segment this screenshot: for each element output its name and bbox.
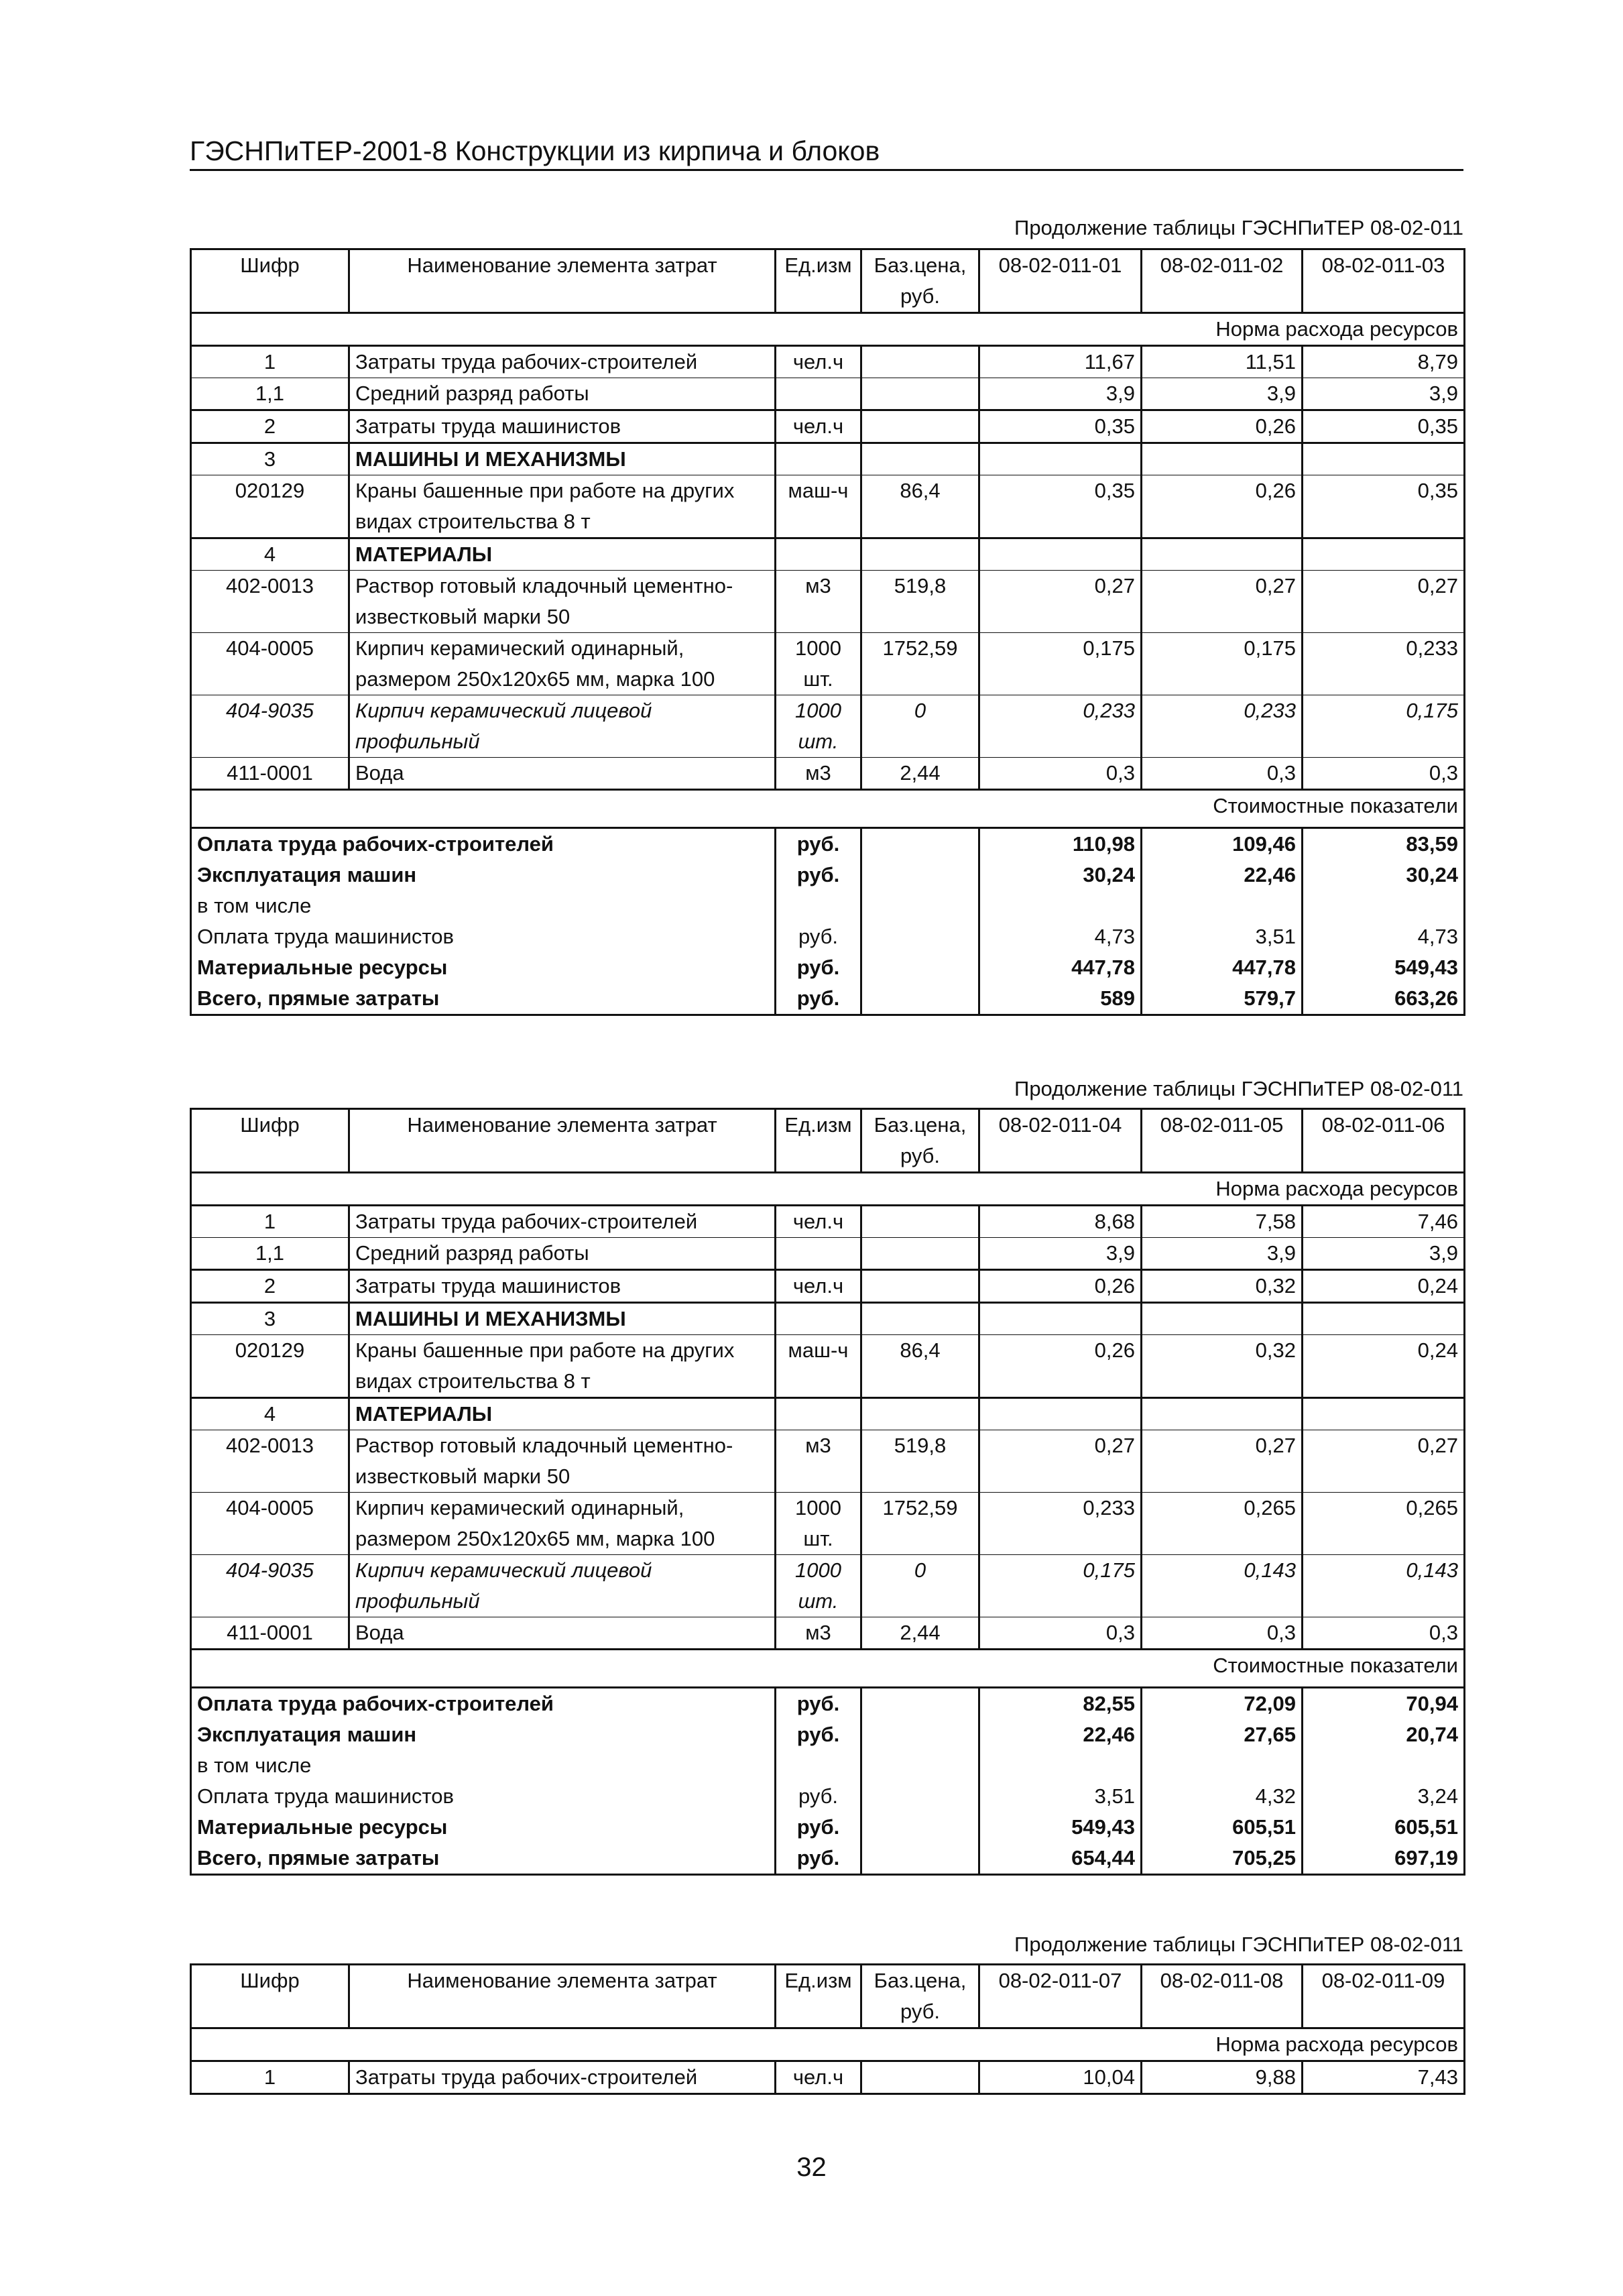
- col-header-code-2: 08-02-011-02: [1142, 249, 1303, 313]
- table-cell: 0,26: [1142, 410, 1303, 443]
- table-cell: чел.ч: [776, 2061, 861, 2094]
- table-cell: Кирпич керамический одинарный, размером 250х120х65 мм, марка 100: [349, 1493, 776, 1555]
- table-cell: [861, 1750, 979, 1781]
- table-cell: Оплата труда рабочих-строителей: [191, 1688, 776, 1720]
- table-cell: [191, 1681, 1465, 1688]
- table-row: [191, 1555, 1465, 1617]
- section-norm: Норма расхода ресурсов: [191, 313, 1465, 346]
- table-cell: 22,46: [979, 1719, 1142, 1750]
- table-row: [191, 1270, 1465, 1303]
- table-row: [191, 378, 1465, 410]
- table-cell: Эксплуатация машин: [191, 1719, 776, 1750]
- table-row: [191, 475, 1465, 538]
- table-cell: [979, 1398, 1142, 1430]
- table-cell: маш-ч: [776, 1335, 861, 1398]
- table-cell: 447,78: [1142, 952, 1303, 983]
- cost-row: [191, 891, 1465, 921]
- table-cell: 83,59: [1303, 828, 1465, 860]
- table-cell: Материальные ресурсы: [191, 952, 776, 983]
- table-cell: 2,44: [861, 758, 979, 790]
- table-cell: в том числе: [191, 891, 776, 921]
- spacer-row: [191, 1681, 1465, 1688]
- table-row: [191, 1430, 1465, 1493]
- table-cell: Затраты труда машинистов: [349, 410, 776, 443]
- table-cell: [1303, 1750, 1465, 1781]
- section-cost: Стоимостные показатели: [191, 1650, 1465, 1682]
- table-cell: [776, 378, 861, 410]
- table-row: [191, 443, 1465, 475]
- cost-row: [191, 828, 1465, 860]
- table-cell: 4: [191, 538, 349, 571]
- table-cell: [861, 2061, 979, 2094]
- table-cell: 11,67: [979, 346, 1142, 378]
- table-cell: 72,09: [1142, 1688, 1303, 1720]
- table-row: [191, 410, 1465, 443]
- col-header-code-2: 08-02-011-08: [1142, 1965, 1303, 2028]
- table-cell: [861, 828, 979, 860]
- table-cell: Всего, прямые затраты: [191, 983, 776, 1015]
- table-cell: 020129: [191, 475, 349, 538]
- table-cell: Оплата труда машинистов: [191, 921, 776, 952]
- section-norm-row: [191, 2028, 1465, 2061]
- table-cell: 411-0001: [191, 758, 349, 790]
- table-cell: МАТЕРИАЛЫ: [349, 538, 776, 571]
- table-cell: руб.: [776, 1719, 861, 1750]
- table-cell: [861, 891, 979, 921]
- col-header-shifr: Шифр: [191, 249, 349, 313]
- table-cell: м3: [776, 571, 861, 633]
- table-cell: Всего, прямые затраты: [191, 1843, 776, 1875]
- table-row: [191, 571, 1465, 633]
- section-norm: Норма расхода ресурсов: [191, 2028, 1465, 2061]
- cost-row: [191, 860, 1465, 891]
- section-norm: Норма расхода ресурсов: [191, 1173, 1465, 1206]
- col-header-name: Наименование элемента затрат: [349, 1109, 776, 1173]
- table-cell: 4: [191, 1398, 349, 1430]
- table-cell: 86,4: [861, 475, 979, 538]
- table-header-row: [191, 249, 1465, 313]
- table-row: [191, 1303, 1465, 1335]
- table-cell: [861, 1781, 979, 1812]
- table-cell: МАТЕРИАЛЫ: [349, 1398, 776, 1430]
- table-cell: [861, 921, 979, 952]
- table-cell: 0,233: [1303, 633, 1465, 695]
- table-cell: 404-0005: [191, 633, 349, 695]
- table-cell: 1: [191, 2061, 349, 2094]
- table-cell: [861, 1688, 979, 1720]
- table-cell: 589: [979, 983, 1142, 1015]
- table-cell: 0,175: [1142, 633, 1303, 695]
- section-cost-row: [191, 790, 1465, 822]
- table-cell: [776, 891, 861, 921]
- table-cell: руб.: [776, 860, 861, 891]
- table-cell: Оплата труда машинистов: [191, 1781, 776, 1812]
- table-cell: 549,43: [979, 1812, 1142, 1843]
- col-header-unit: Ед.изм: [776, 249, 861, 313]
- cost-row: [191, 1688, 1465, 1720]
- document-header: ГЭСНПиТЕР-2001-8 Конструкции из кирпича и блоков: [190, 134, 1463, 171]
- table-cell: Средний разряд работы: [349, 1238, 776, 1270]
- table-cell: [776, 443, 861, 475]
- table-cell: [861, 1238, 979, 1270]
- table-cell: 447,78: [979, 952, 1142, 983]
- table-cell: [1142, 1303, 1303, 1335]
- table-cell: 0,3: [979, 1617, 1142, 1650]
- table-cell: [861, 983, 979, 1015]
- table-cell: Затраты труда рабочих-строителей: [349, 346, 776, 378]
- table-cell: Вода: [349, 758, 776, 790]
- table-cell: руб.: [776, 921, 861, 952]
- table-cell: 0,233: [979, 695, 1142, 758]
- table-row: [191, 346, 1465, 378]
- table-cell: Эксплуатация машин: [191, 860, 776, 891]
- table-cell: [979, 1303, 1142, 1335]
- table-cell: 0,3: [1303, 1617, 1465, 1650]
- table-cell: 70,94: [1303, 1688, 1465, 1720]
- table-cell: [861, 1398, 979, 1430]
- table-row: [191, 1206, 1465, 1238]
- table-cell: 0,265: [1142, 1493, 1303, 1555]
- table-cell: МАШИНЫ И МЕХАНИЗМЫ: [349, 1303, 776, 1335]
- table-cell: [1303, 891, 1465, 921]
- table-row: [191, 1335, 1465, 1398]
- table-caption: Продолжение таблицы ГЭСНПиТЕР 08-02-011: [1014, 1077, 1463, 1100]
- col-header-shifr: Шифр: [191, 1109, 349, 1173]
- table-cell: [1142, 891, 1303, 921]
- table-cell: [776, 1398, 861, 1430]
- table-cell: 0,143: [1303, 1555, 1465, 1617]
- table-cell: 404-0005: [191, 1493, 349, 1555]
- table-cell: 0: [861, 695, 979, 758]
- table-cell: 3,51: [1142, 921, 1303, 952]
- table-cell: 1000 шт.: [776, 1493, 861, 1555]
- table-cell: Раствор готовый кладочный цементно- известковый марки 50: [349, 1430, 776, 1493]
- table-cell: чел.ч: [776, 1270, 861, 1303]
- table-cell: [1142, 1398, 1303, 1430]
- table-cell: МАШИНЫ И МЕХАНИЗМЫ: [349, 443, 776, 475]
- table-cell: 3,9: [1142, 1238, 1303, 1270]
- table-cell: руб.: [776, 1688, 861, 1720]
- table-cell: [861, 538, 979, 571]
- table-cell: 0,27: [979, 1430, 1142, 1493]
- table-cell: [1303, 1303, 1465, 1335]
- resource-table: [190, 248, 1465, 1016]
- table-cell: 1000 шт.: [776, 633, 861, 695]
- table-cell: 0,24: [1303, 1270, 1465, 1303]
- table-cell: 0,32: [1142, 1335, 1303, 1398]
- table-cell: [191, 821, 1465, 828]
- table-cell: 11,51: [1142, 346, 1303, 378]
- table-cell: Краны башенные при работе на других видах строительства 8 т: [349, 475, 776, 538]
- table-cell: [979, 443, 1142, 475]
- table-cell: [861, 378, 979, 410]
- table-cell: 2: [191, 1270, 349, 1303]
- table-cell: 579,7: [1142, 983, 1303, 1015]
- col-header-code-1: 08-02-011-01: [979, 249, 1142, 313]
- table-cell: 0,27: [979, 571, 1142, 633]
- cost-row: [191, 952, 1465, 983]
- table-cell: [979, 891, 1142, 921]
- table-cell: руб.: [776, 952, 861, 983]
- table-cell: 8,79: [1303, 346, 1465, 378]
- table-cell: Средний разряд работы: [349, 378, 776, 410]
- cost-row: [191, 921, 1465, 952]
- table-row: [191, 1238, 1465, 1270]
- col-header-code-1: 08-02-011-07: [979, 1965, 1142, 2028]
- table-cell: 20,74: [1303, 1719, 1465, 1750]
- table-cell: 0,26: [979, 1335, 1142, 1398]
- table-cell: 3,9: [1142, 378, 1303, 410]
- table-cell: 3,9: [1303, 378, 1465, 410]
- table-cell: 3,24: [1303, 1781, 1465, 1812]
- table-cell: 1752,59: [861, 633, 979, 695]
- table-cell: 519,8: [861, 1430, 979, 1493]
- table-cell: 1,1: [191, 1238, 349, 1270]
- table-cell: Материальные ресурсы: [191, 1812, 776, 1843]
- table-row: [191, 633, 1465, 695]
- table-cell: [861, 1719, 979, 1750]
- col-header-unit: Ед.изм: [776, 1965, 861, 2028]
- table-cell: [861, 860, 979, 891]
- cost-row: [191, 1812, 1465, 1843]
- table-cell: руб.: [776, 1781, 861, 1812]
- section-norm-row: [191, 1173, 1465, 1206]
- table-cell: Кирпич керамический одинарный, размером 250х120х65 мм, марка 100: [349, 633, 776, 695]
- col-header-code-1: 08-02-011-04: [979, 1109, 1142, 1173]
- table-cell: чел.ч: [776, 346, 861, 378]
- table-row: [191, 1398, 1465, 1430]
- table-caption: Продолжение таблицы ГЭСНПиТЕР 08-02-011: [1014, 1933, 1463, 1956]
- table-cell: руб.: [776, 1812, 861, 1843]
- col-header-code-3: 08-02-011-09: [1303, 1965, 1465, 2028]
- table-cell: 0,175: [1303, 695, 1465, 758]
- table-cell: 0,175: [979, 633, 1142, 695]
- table-cell: 30,24: [1303, 860, 1465, 891]
- table-cell: 0,32: [1142, 1270, 1303, 1303]
- page-number: 32: [796, 2152, 827, 2182]
- table-cell: [776, 1303, 861, 1335]
- table-cell: Кирпич керамический лицевой профильный: [349, 1555, 776, 1617]
- table-cell: [861, 1303, 979, 1335]
- col-header-name: Наименование элемента затрат: [349, 249, 776, 313]
- section-cost-row: [191, 1650, 1465, 1682]
- table-cell: 110,98: [979, 828, 1142, 860]
- table-cell: 020129: [191, 1335, 349, 1398]
- col-header-name: Наименование элемента затрат: [349, 1965, 776, 2028]
- table-cell: 3,9: [979, 1238, 1142, 1270]
- table-cell: 0,27: [1303, 571, 1465, 633]
- table-cell: [1303, 538, 1465, 571]
- table-cell: маш-ч: [776, 475, 861, 538]
- table-cell: в том числе: [191, 1750, 776, 1781]
- table-cell: 0,35: [979, 410, 1142, 443]
- table-cell: [861, 410, 979, 443]
- table-cell: 3,9: [979, 378, 1142, 410]
- cost-row: [191, 1843, 1465, 1875]
- table-cell: 402-0013: [191, 1430, 349, 1493]
- table-row: [191, 538, 1465, 571]
- table-cell: Оплата труда рабочих-строителей: [191, 828, 776, 860]
- table-cell: 705,25: [1142, 1843, 1303, 1875]
- table-cell: 654,44: [979, 1843, 1142, 1875]
- table-cell: чел.ч: [776, 410, 861, 443]
- table-cell: 8,68: [979, 1206, 1142, 1238]
- col-header-shifr: Шифр: [191, 1965, 349, 2028]
- table-cell: 0,24: [1303, 1335, 1465, 1398]
- table-row: [191, 695, 1465, 758]
- table-cell: 1: [191, 1206, 349, 1238]
- table-row: [191, 1617, 1465, 1650]
- table-cell: 3: [191, 443, 349, 475]
- table-header-row: [191, 1965, 1465, 2028]
- col-header-price: Баз.цена, руб.: [861, 1965, 979, 2028]
- table-cell: м3: [776, 1617, 861, 1650]
- table-cell: Затраты труда машинистов: [349, 1270, 776, 1303]
- table-cell: руб.: [776, 828, 861, 860]
- col-header-code-3: 08-02-011-06: [1303, 1109, 1465, 1173]
- table-cell: 4,73: [1303, 921, 1465, 952]
- cost-row: [191, 1750, 1465, 1781]
- table-cell: 411-0001: [191, 1617, 349, 1650]
- cost-row: [191, 983, 1465, 1015]
- section-cost: Стоимостные показатели: [191, 790, 1465, 822]
- table-cell: 86,4: [861, 1335, 979, 1398]
- table-cell: м3: [776, 1430, 861, 1493]
- table-cell: 0,265: [1303, 1493, 1465, 1555]
- table-cell: 27,65: [1142, 1719, 1303, 1750]
- table-cell: чел.ч: [776, 1206, 861, 1238]
- col-header-code-3: 08-02-011-03: [1303, 249, 1465, 313]
- col-header-unit: Ед.изм: [776, 1109, 861, 1173]
- table-cell: Затраты труда рабочих-строителей: [349, 2061, 776, 2094]
- table-cell: м3: [776, 758, 861, 790]
- table-cell: 0,3: [1303, 758, 1465, 790]
- table-cell: 0,27: [1142, 571, 1303, 633]
- table-cell: 3,9: [1303, 1238, 1465, 1270]
- table-cell: 82,55: [979, 1688, 1142, 1720]
- table-cell: [776, 538, 861, 571]
- table-cell: 605,51: [1142, 1812, 1303, 1843]
- table-cell: руб.: [776, 983, 861, 1015]
- table-caption: Продолжение таблицы ГЭСНПиТЕР 08-02-011: [1014, 216, 1463, 239]
- table-cell: 402-0013: [191, 571, 349, 633]
- table-cell: 10,04: [979, 2061, 1142, 2094]
- table-cell: 0,27: [1303, 1430, 1465, 1493]
- table-cell: 0,27: [1142, 1430, 1303, 1493]
- table-cell: 549,43: [1303, 952, 1465, 983]
- table-cell: [1303, 443, 1465, 475]
- col-header-price: Баз.цена, руб.: [861, 1109, 979, 1173]
- table-cell: 0,175: [979, 1555, 1142, 1617]
- table-cell: [1303, 1398, 1465, 1430]
- table-cell: [1142, 443, 1303, 475]
- table-cell: 2,44: [861, 1617, 979, 1650]
- table-cell: 4,73: [979, 921, 1142, 952]
- table-cell: 404-9035: [191, 1555, 349, 1617]
- section-norm-row: [191, 313, 1465, 346]
- table-cell: 0,35: [1303, 475, 1465, 538]
- resource-table: [190, 1963, 1465, 2095]
- table-cell: 519,8: [861, 571, 979, 633]
- table-cell: 0,143: [1142, 1555, 1303, 1617]
- resource-table: [190, 1108, 1465, 1876]
- table-cell: 0,233: [979, 1493, 1142, 1555]
- table-cell: [979, 1750, 1142, 1781]
- table-cell: Затраты труда рабочих-строителей: [349, 1206, 776, 1238]
- table-cell: 1,1: [191, 378, 349, 410]
- table-cell: [861, 1812, 979, 1843]
- table-cell: 109,46: [1142, 828, 1303, 860]
- table-cell: 3: [191, 1303, 349, 1335]
- table-cell: Кирпич керамический лицевой профильный: [349, 695, 776, 758]
- table-cell: 404-9035: [191, 695, 349, 758]
- table-cell: Краны башенные при работе на других видах строительства 8 т: [349, 1335, 776, 1398]
- table-cell: 7,43: [1303, 2061, 1465, 2094]
- table-cell: [1142, 1750, 1303, 1781]
- table-cell: 697,19: [1303, 1843, 1465, 1875]
- table-cell: 0,3: [979, 758, 1142, 790]
- table-cell: [1142, 538, 1303, 571]
- table-cell: 1000 шт.: [776, 1555, 861, 1617]
- table-cell: 7,58: [1142, 1206, 1303, 1238]
- table-cell: 0,233: [1142, 695, 1303, 758]
- table-header-row: [191, 1109, 1465, 1173]
- table-cell: 22,46: [1142, 860, 1303, 891]
- table-cell: 663,26: [1303, 983, 1465, 1015]
- cost-row: [191, 1719, 1465, 1750]
- table-cell: 0,3: [1142, 758, 1303, 790]
- table-cell: руб.: [776, 1843, 861, 1875]
- table-row: [191, 758, 1465, 790]
- table-cell: [861, 346, 979, 378]
- cost-row: [191, 1781, 1465, 1812]
- table-cell: 0,3: [1142, 1617, 1303, 1650]
- table-cell: 1752,59: [861, 1493, 979, 1555]
- table-cell: 0,35: [979, 475, 1142, 538]
- table-cell: [861, 1206, 979, 1238]
- table-cell: 2: [191, 410, 349, 443]
- table-cell: [861, 1843, 979, 1875]
- table-cell: Раствор готовый кладочный цементно- известковый марки 50: [349, 571, 776, 633]
- table-cell: 0,26: [979, 1270, 1142, 1303]
- table-cell: [979, 538, 1142, 571]
- table-cell: [861, 443, 979, 475]
- table-cell: 3,51: [979, 1781, 1142, 1812]
- table-cell: 0,35: [1303, 410, 1465, 443]
- col-header-code-2: 08-02-011-05: [1142, 1109, 1303, 1173]
- table-cell: 4,32: [1142, 1781, 1303, 1812]
- table-cell: 1: [191, 346, 349, 378]
- table-cell: [861, 1270, 979, 1303]
- table-cell: 30,24: [979, 860, 1142, 891]
- table-row: [191, 2061, 1465, 2094]
- table-cell: 9,88: [1142, 2061, 1303, 2094]
- col-header-price: Баз.цена, руб.: [861, 249, 979, 313]
- table-cell: 0,26: [1142, 475, 1303, 538]
- table-cell: 605,51: [1303, 1812, 1465, 1843]
- table-cell: [776, 1238, 861, 1270]
- table-row: [191, 1493, 1465, 1555]
- table-cell: [776, 1750, 861, 1781]
- table-cell: 1000 шт.: [776, 695, 861, 758]
- spacer-row: [191, 821, 1465, 828]
- table-cell: 7,46: [1303, 1206, 1465, 1238]
- table-cell: 0: [861, 1555, 979, 1617]
- table-cell: Вода: [349, 1617, 776, 1650]
- table-cell: [861, 952, 979, 983]
